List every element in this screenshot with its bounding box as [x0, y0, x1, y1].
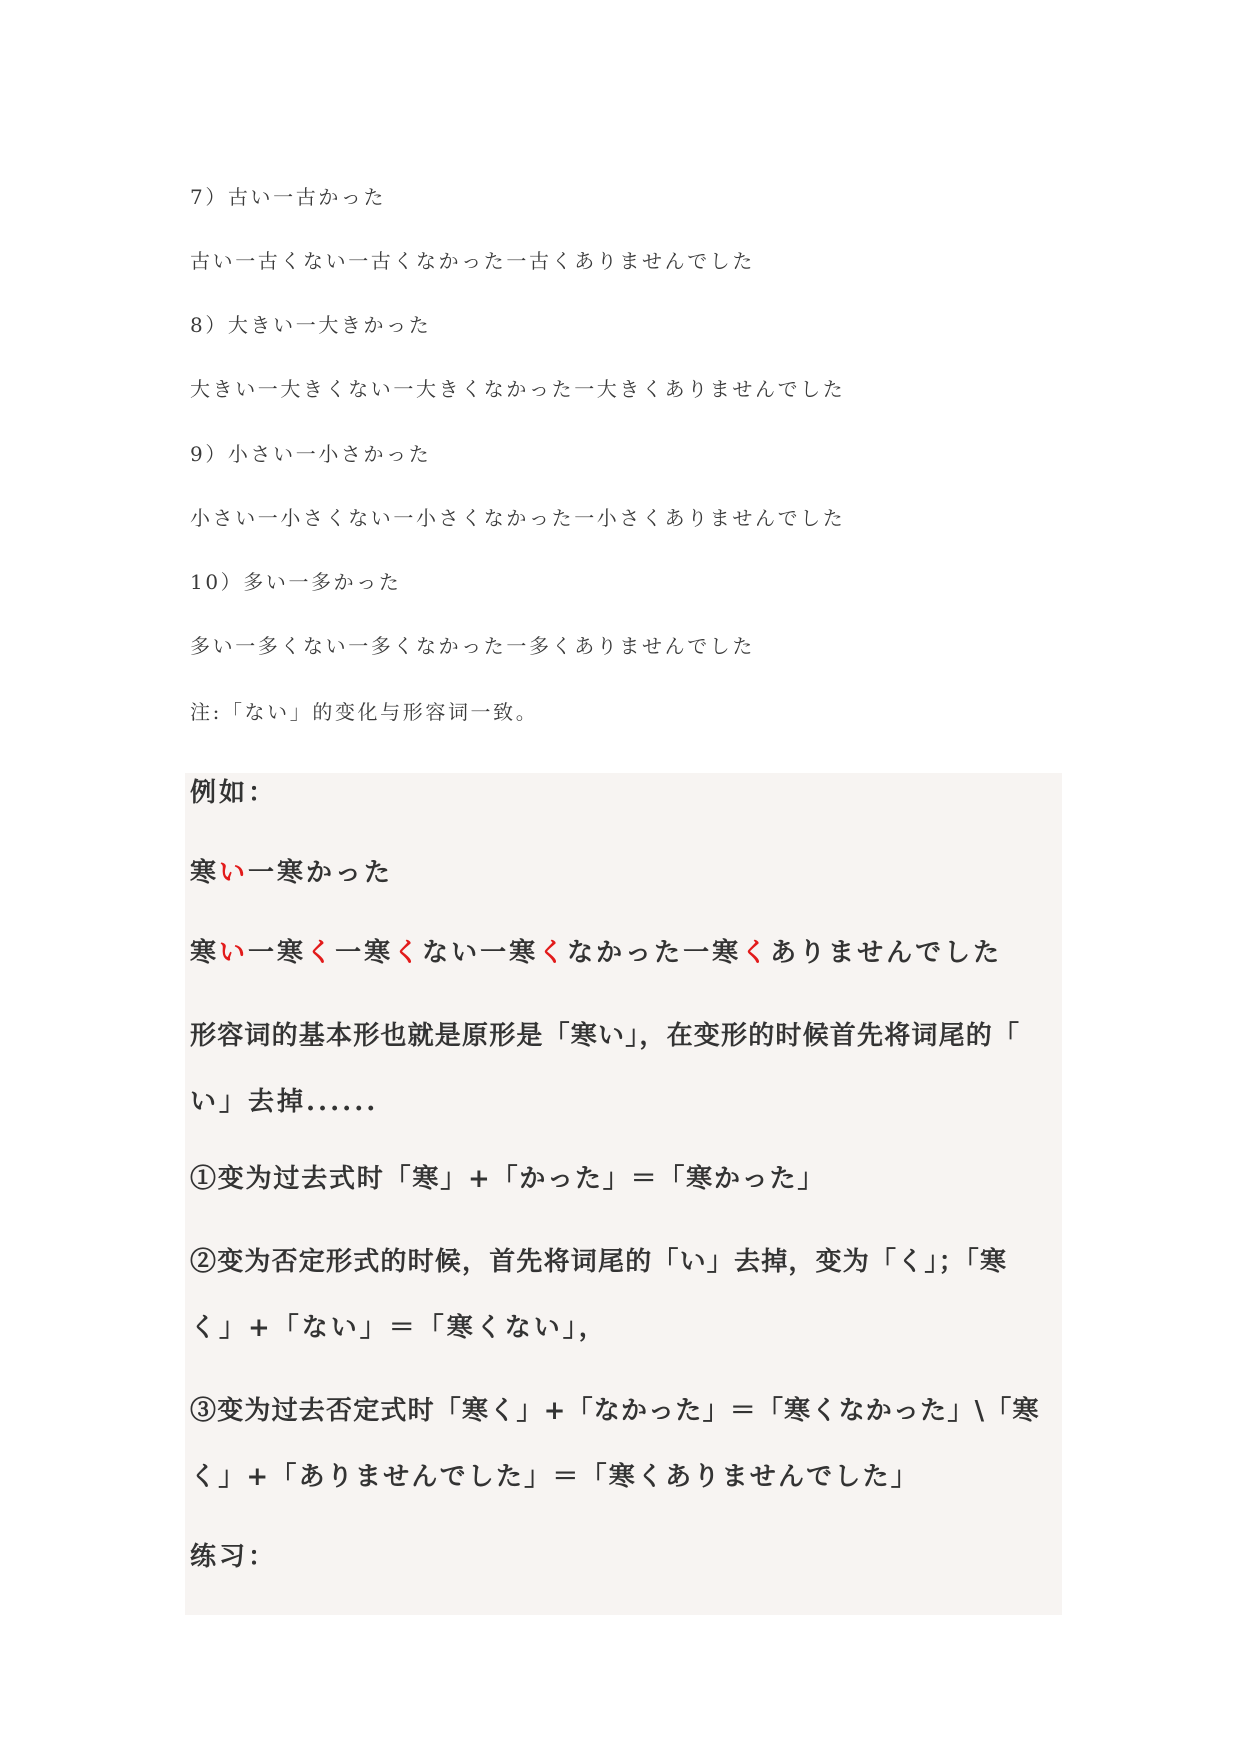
example-line-conjugation [190, 936, 1002, 970]
rule-past-negative-line-1: ③变为过去否定式时「寒く」+「なかった」＝「寒くなかった」\「寒 [190, 1396, 1040, 1426]
rule-past-negative-line-2: く」+「ありませんでした」＝「寒くありませんでした」 [190, 1462, 919, 1492]
text-segment: ない一寒 [422, 938, 539, 968]
adjective-item-9: 9）小さい一小さかった [190, 442, 432, 466]
highlight-segment: く [741, 938, 771, 968]
text-segment: 一寒かった [248, 858, 394, 888]
highlight-segment: く [538, 938, 568, 968]
text-segment: 一寒 [248, 938, 307, 968]
highlight-segment: く [393, 938, 423, 968]
conjugation-line-9: 小さい一小さくない一小さくなかった一小さくありませんでした [190, 506, 846, 530]
highlight-segment: く [306, 938, 336, 968]
note-line: 注:「ない」的变化与形容词一致。 [190, 700, 539, 724]
conjugation-line-8: 大きい一大きくない一大きくなかった一大きくありませんでした [190, 377, 846, 401]
text-segment: 寒 [190, 938, 220, 968]
text-segment: 寒 [190, 858, 220, 888]
rule-negative-line-2: く」+「ない」＝「寒くない」， [190, 1313, 608, 1343]
text-segment: 一寒 [335, 938, 394, 968]
highlight-segment: い [219, 858, 249, 888]
adjective-item-7: 7）古い一古かった [190, 185, 387, 209]
practice-heading: 练习： [190, 1542, 278, 1572]
adjective-item-8: 8）大きい一大きかった [190, 313, 432, 337]
conjugation-line-7: 古い一古くない一古くなかった一古くありませんでした [190, 249, 755, 273]
highlight-segment: い [219, 938, 249, 968]
rule-past: ①变为过去式时「寒」+「かった」＝「寒かった」 [190, 1164, 826, 1194]
example-line-past [190, 856, 393, 890]
text-segment: ありませんでした [770, 938, 1003, 968]
explanation-line-1: 形容词的基本形也就是原形是「寒い」，在变形的时候首先将词尾的「 [190, 1021, 1021, 1051]
rule-negative-line-1: ②变为否定形式的时候，首先将词尾的「い」去掉，变为「く」；「寒 [190, 1247, 1008, 1277]
example-heading: 例如： [190, 778, 278, 808]
adjective-item-10: 10）多い一多かった [190, 570, 402, 594]
explanation-line-2: い」去掉...... [190, 1087, 379, 1117]
text-segment: なかった一寒 [567, 938, 742, 968]
conjugation-line-10: 多い一多くない一多くなかった一多くありませんでした [190, 634, 755, 658]
